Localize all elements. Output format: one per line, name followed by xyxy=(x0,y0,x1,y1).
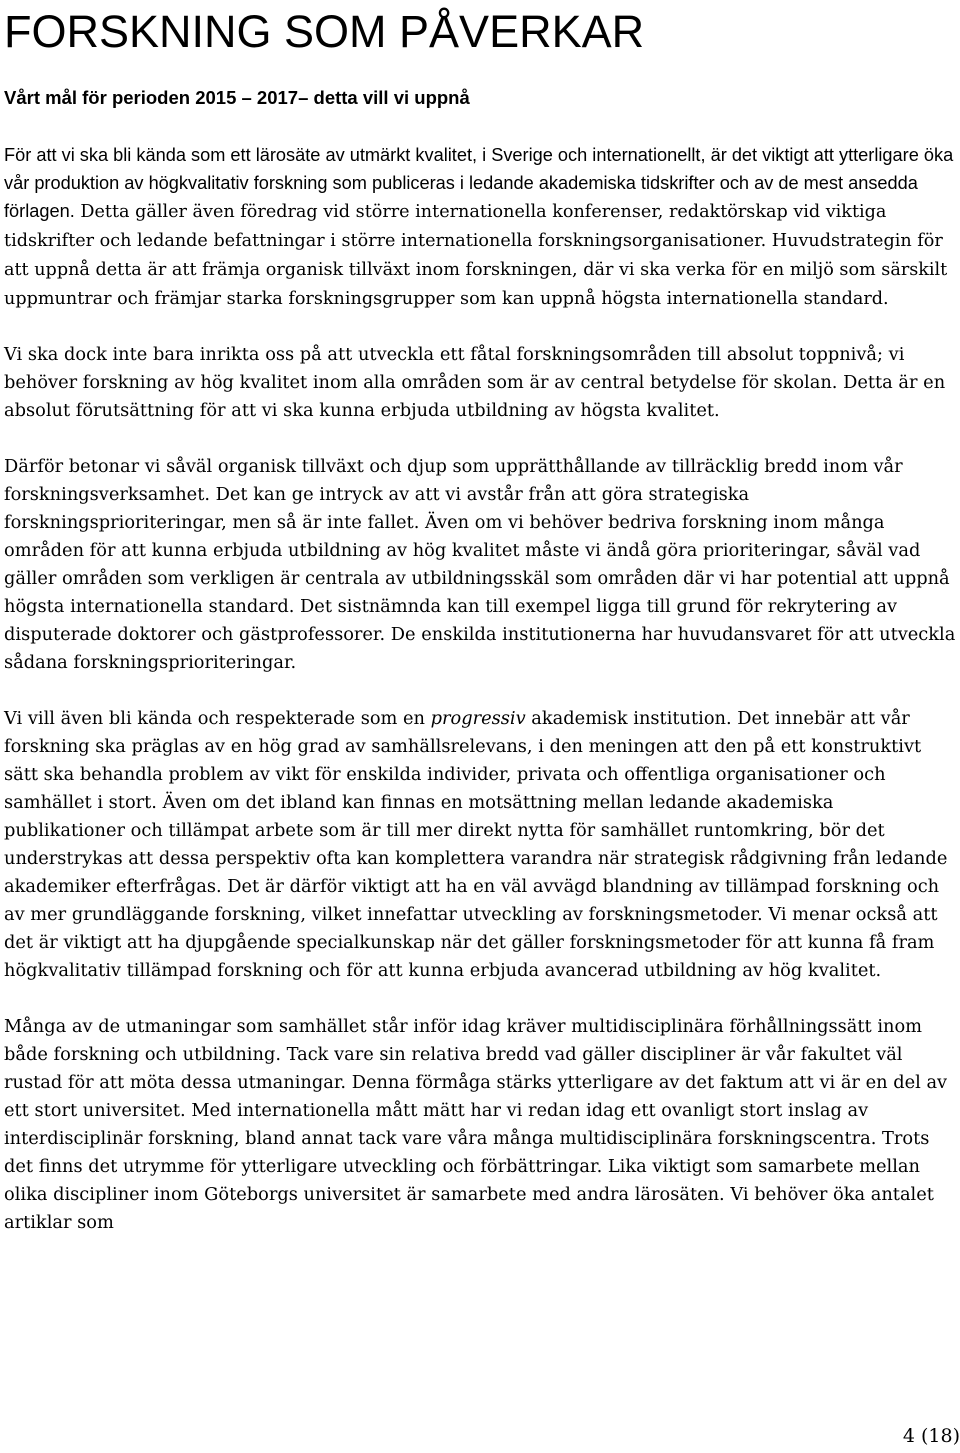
paragraph-4 xyxy=(4,705,957,985)
document-page xyxy=(4,0,957,1237)
paragraph-2: Vi ska dock inte bara inrikta oss på att utveckla ett fåtal forskningsområden till absolut toppnivå; vi behöver forskning av hög kvalitet inom alla områden som är av central betydelse för skolan. Detta är en absolut förutsättning för att vi ska kunna erbjuda utbildning av högsta kvalitet. xyxy=(4,344,946,422)
page-number: 4 (18) xyxy=(902,1425,960,1447)
paragraph-1-serif-text: Detta gäller även föredrag vid större internationella konferenser, redaktörskap vid viktiga tidskrifter och ledande befattningar i större internationella forskningsorganisationer. Huvudstrategin för att uppnå detta är att främja organisk tillväxt inom forskningen, där vi ska verka för en miljö som särskilt uppmuntrar och främjar starka forskningsgrupper som kan uppnå högsta internationella standard. xyxy=(4,202,948,310)
paragraph-4-text-start: Vi vill även bli kända och respekterade som en xyxy=(4,708,431,730)
paragraph-1 xyxy=(4,141,957,313)
paragraph-4-text-end: akademisk institution. Det innebär att vår forskning ska präglas av en hög grad av samhällsrelevans, i den meningen att den på ett konstruktivt sätt ska behandla problem av vikt för enskilda individer, privata och offentliga organisationer och samhället i stort. Även om det ibland kan finnas en motsättning mellan ledande akademiska publikationer och tillämpat arbete som är till mer direkt nytta för samhället runtomkring, bör det understrykas att dessa perspektiv ofta kan komplettera varandra när strategisk rådgivning från ledande akademiker efterfrågas. Det är därför viktigt att ha en väl avvägd blandning av tillämpad forskning och av mer grundläggande forskning, vilket innefattar utveckling av forskningsmetoder. Vi menar också att det är viktigt att ha djupgående specialkunskap när det gäller forskningsmetoder för att kunna få fram högkvalitativ tillämpad forskning och för att kunna erbjuda avancerad utbildning av hög kvalitet. xyxy=(4,708,948,982)
paragraph-4-italic-word: progressiv xyxy=(430,708,526,730)
page-title: FORSKNING SOM PÅVERKAR xyxy=(4,6,645,57)
paragraph-3: Därför betonar vi såväl organisk tillväxt och djup som upprätthållande av tillräcklig bredd inom vår forskningsverksamhet. Det kan ge intryck av att vi avstår från att göra strategiska forskningsprioriteringar, men så är inte fallet. Även om vi behöver bedriva forskning inom många områden för att kunna erbjuda utbildning av hög kvalitet måste vi ändå göra prioriteringar, såväl vad gäller områden som verkligen är centrala av utbildningsskäl som områden där vi har potential att uppnå högsta internationella standard. Det sistnämnda kan till exempel ligga till grund för rekrytering av disputerade doktorer och gästprofessorer. De enskilda institutionerna har huvudansvaret för att utveckla sådana forskningsprioriteringar. xyxy=(4,456,956,674)
section-subtitle: Vårt mål för perioden 2015 – 2017– detta vill vi uppnå xyxy=(4,87,470,108)
paragraph-5: Många av de utmaningar som samhället står inför idag kräver multidisciplinära förhållningssätt inom både forskning och utbildning. Tack vare sin relativa bredd vad gäller discipliner är vår fakultet väl rustad för att möta dessa utmaningar. Denna förmåga stärks ytterligare av det faktum att vi är en del av ett stort universitet. Med internationella mått mätt har vi redan idag ett ovanligt stort inslag av interdisciplinär forskning, bland annat tack vare våra många multidisciplinära forskningscentra. Trots det finns det utrymme för ytterligare utveckling och förbättringar. Lika viktigt som samarbete mellan olika discipliner inom Göteborgs universitet är samarbete med andra lärosäten. Vi behöver öka antalet artiklar som xyxy=(4,1016,948,1234)
paragraph-1-sans-text: För att vi ska bli kända som ett lärosäte av utmärkt kvalitet, i Sverige och internationellt, är det viktigt att ytterligare öka vår produktion av högkvalitativ forskning som publiceras i ledande akademiska tidskrifter och av de mest ansedda förlagen. xyxy=(4,145,954,222)
